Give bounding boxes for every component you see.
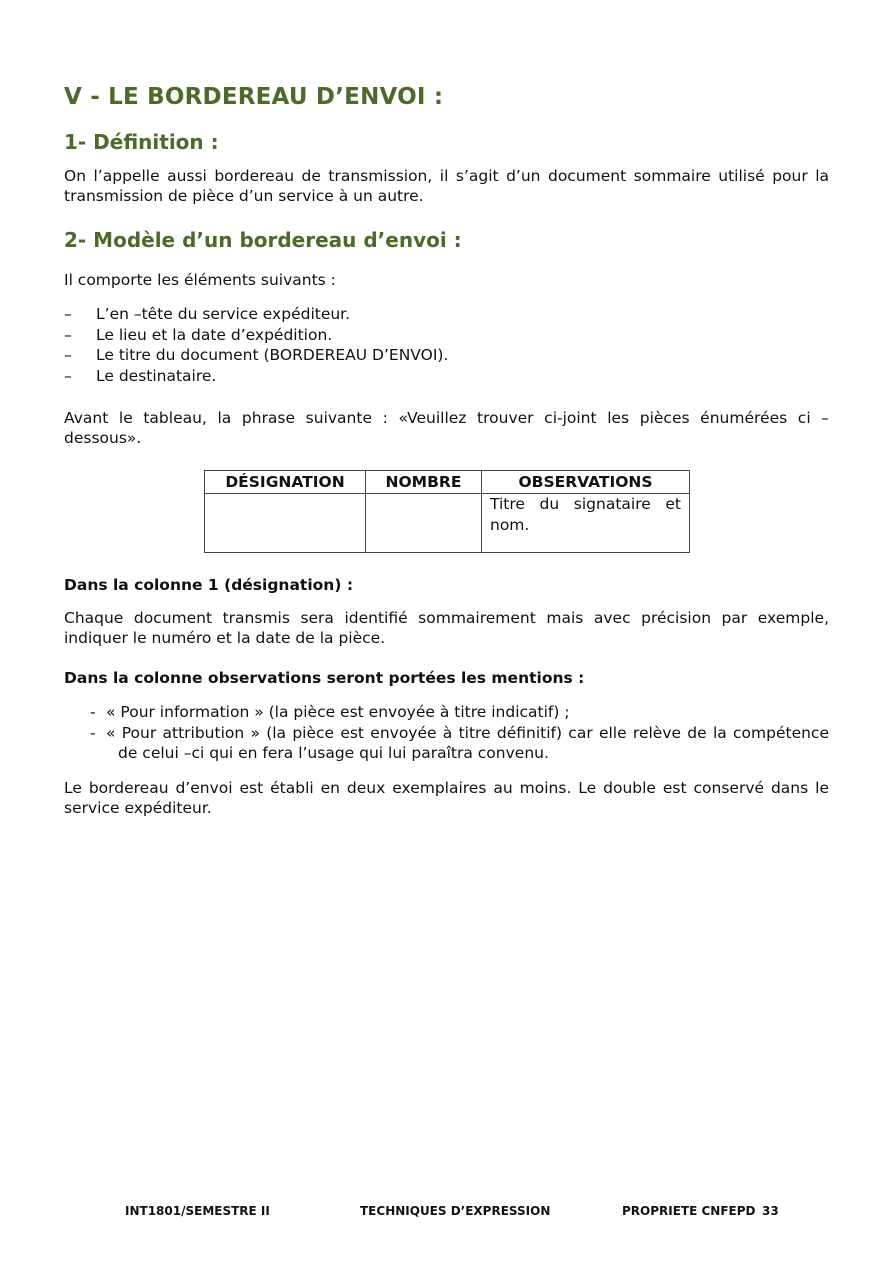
header-observations: OBSERVATIONS <box>482 471 690 494</box>
table-row <box>205 494 690 553</box>
document-page <box>64 84 829 818</box>
column1-heading: Dans la colonne 1 (désignation) : <box>64 576 354 594</box>
list-item <box>64 723 829 764</box>
footer-subject: TECHNIQUES D’EXPRESSION <box>360 1204 551 1218</box>
list-marker: - <box>90 703 96 721</box>
mention-text: « Pour attribution » (la pièce est envoyée à titre définitif) car elle relève de la compétence de celui –ci qui en fera l’usage qui lui paraîtra convenu. <box>106 723 829 762</box>
definition-paragraph: On l’appelle aussi bordereau de transmission, il s’agit d’un document sommaire utilisé pour la transmission de pièce d’un service à un autre. <box>64 167 829 205</box>
page-footer <box>0 1204 893 1222</box>
list-item: – Le destinataire. <box>64 366 829 387</box>
mention-text: « Pour information » (la pièce est envoyée à titre indicatif) ; <box>106 703 570 721</box>
cell-observations: Titre du signataire et nom. <box>482 494 690 553</box>
list-item: – Le titre du document (BORDEREAU D’ENVOI). <box>64 345 829 366</box>
list-marker: - <box>90 723 96 742</box>
column1-paragraph: Chaque document transmis sera identifié sommairement mais avec précision par exemple, indiquer le numéro et la date de la pièce. <box>64 609 829 647</box>
cell-nombre <box>366 494 482 553</box>
section-heading-definition: 1- Définition : <box>64 130 219 154</box>
mentions-list <box>64 702 829 764</box>
page-number: 33 <box>762 1204 779 1218</box>
page-title: V - LE BORDEREAU D’ENVOI : <box>64 84 444 110</box>
before-table-paragraph: Avant le tableau, la phrase suivante : «Veuillez trouver ci-joint les pièces énumérées ci – dessous». <box>64 409 829 447</box>
cell-designation <box>205 494 366 553</box>
table-header-row <box>205 471 690 494</box>
list-item: – L’en –tête du service expéditeur. <box>64 304 829 325</box>
list-item <box>64 702 829 723</box>
closing-paragraph: Le bordereau d’envoi est établi en deux exemplaires au moins. Le double est conservé dans le service expéditeur. <box>64 778 829 817</box>
header-designation: DÉSIGNATION <box>205 471 366 494</box>
section-heading-model: 2- Modèle d’un bordereau d’envoi : <box>64 228 462 252</box>
list-item: – Le lieu et la date d’expédition. <box>64 325 829 346</box>
observations-heading: Dans la colonne observations seront portées les mentions : <box>64 669 585 687</box>
header-nombre: NOMBRE <box>366 471 482 494</box>
elements-list <box>64 304 829 386</box>
footer-course: INT1801/SEMESTRE II <box>125 1204 270 1218</box>
bordereau-table <box>204 470 690 553</box>
footer-owner: PROPRIETE CNFEPD <box>622 1204 756 1218</box>
model-intro: Il comporte les éléments suivants : <box>64 271 336 289</box>
